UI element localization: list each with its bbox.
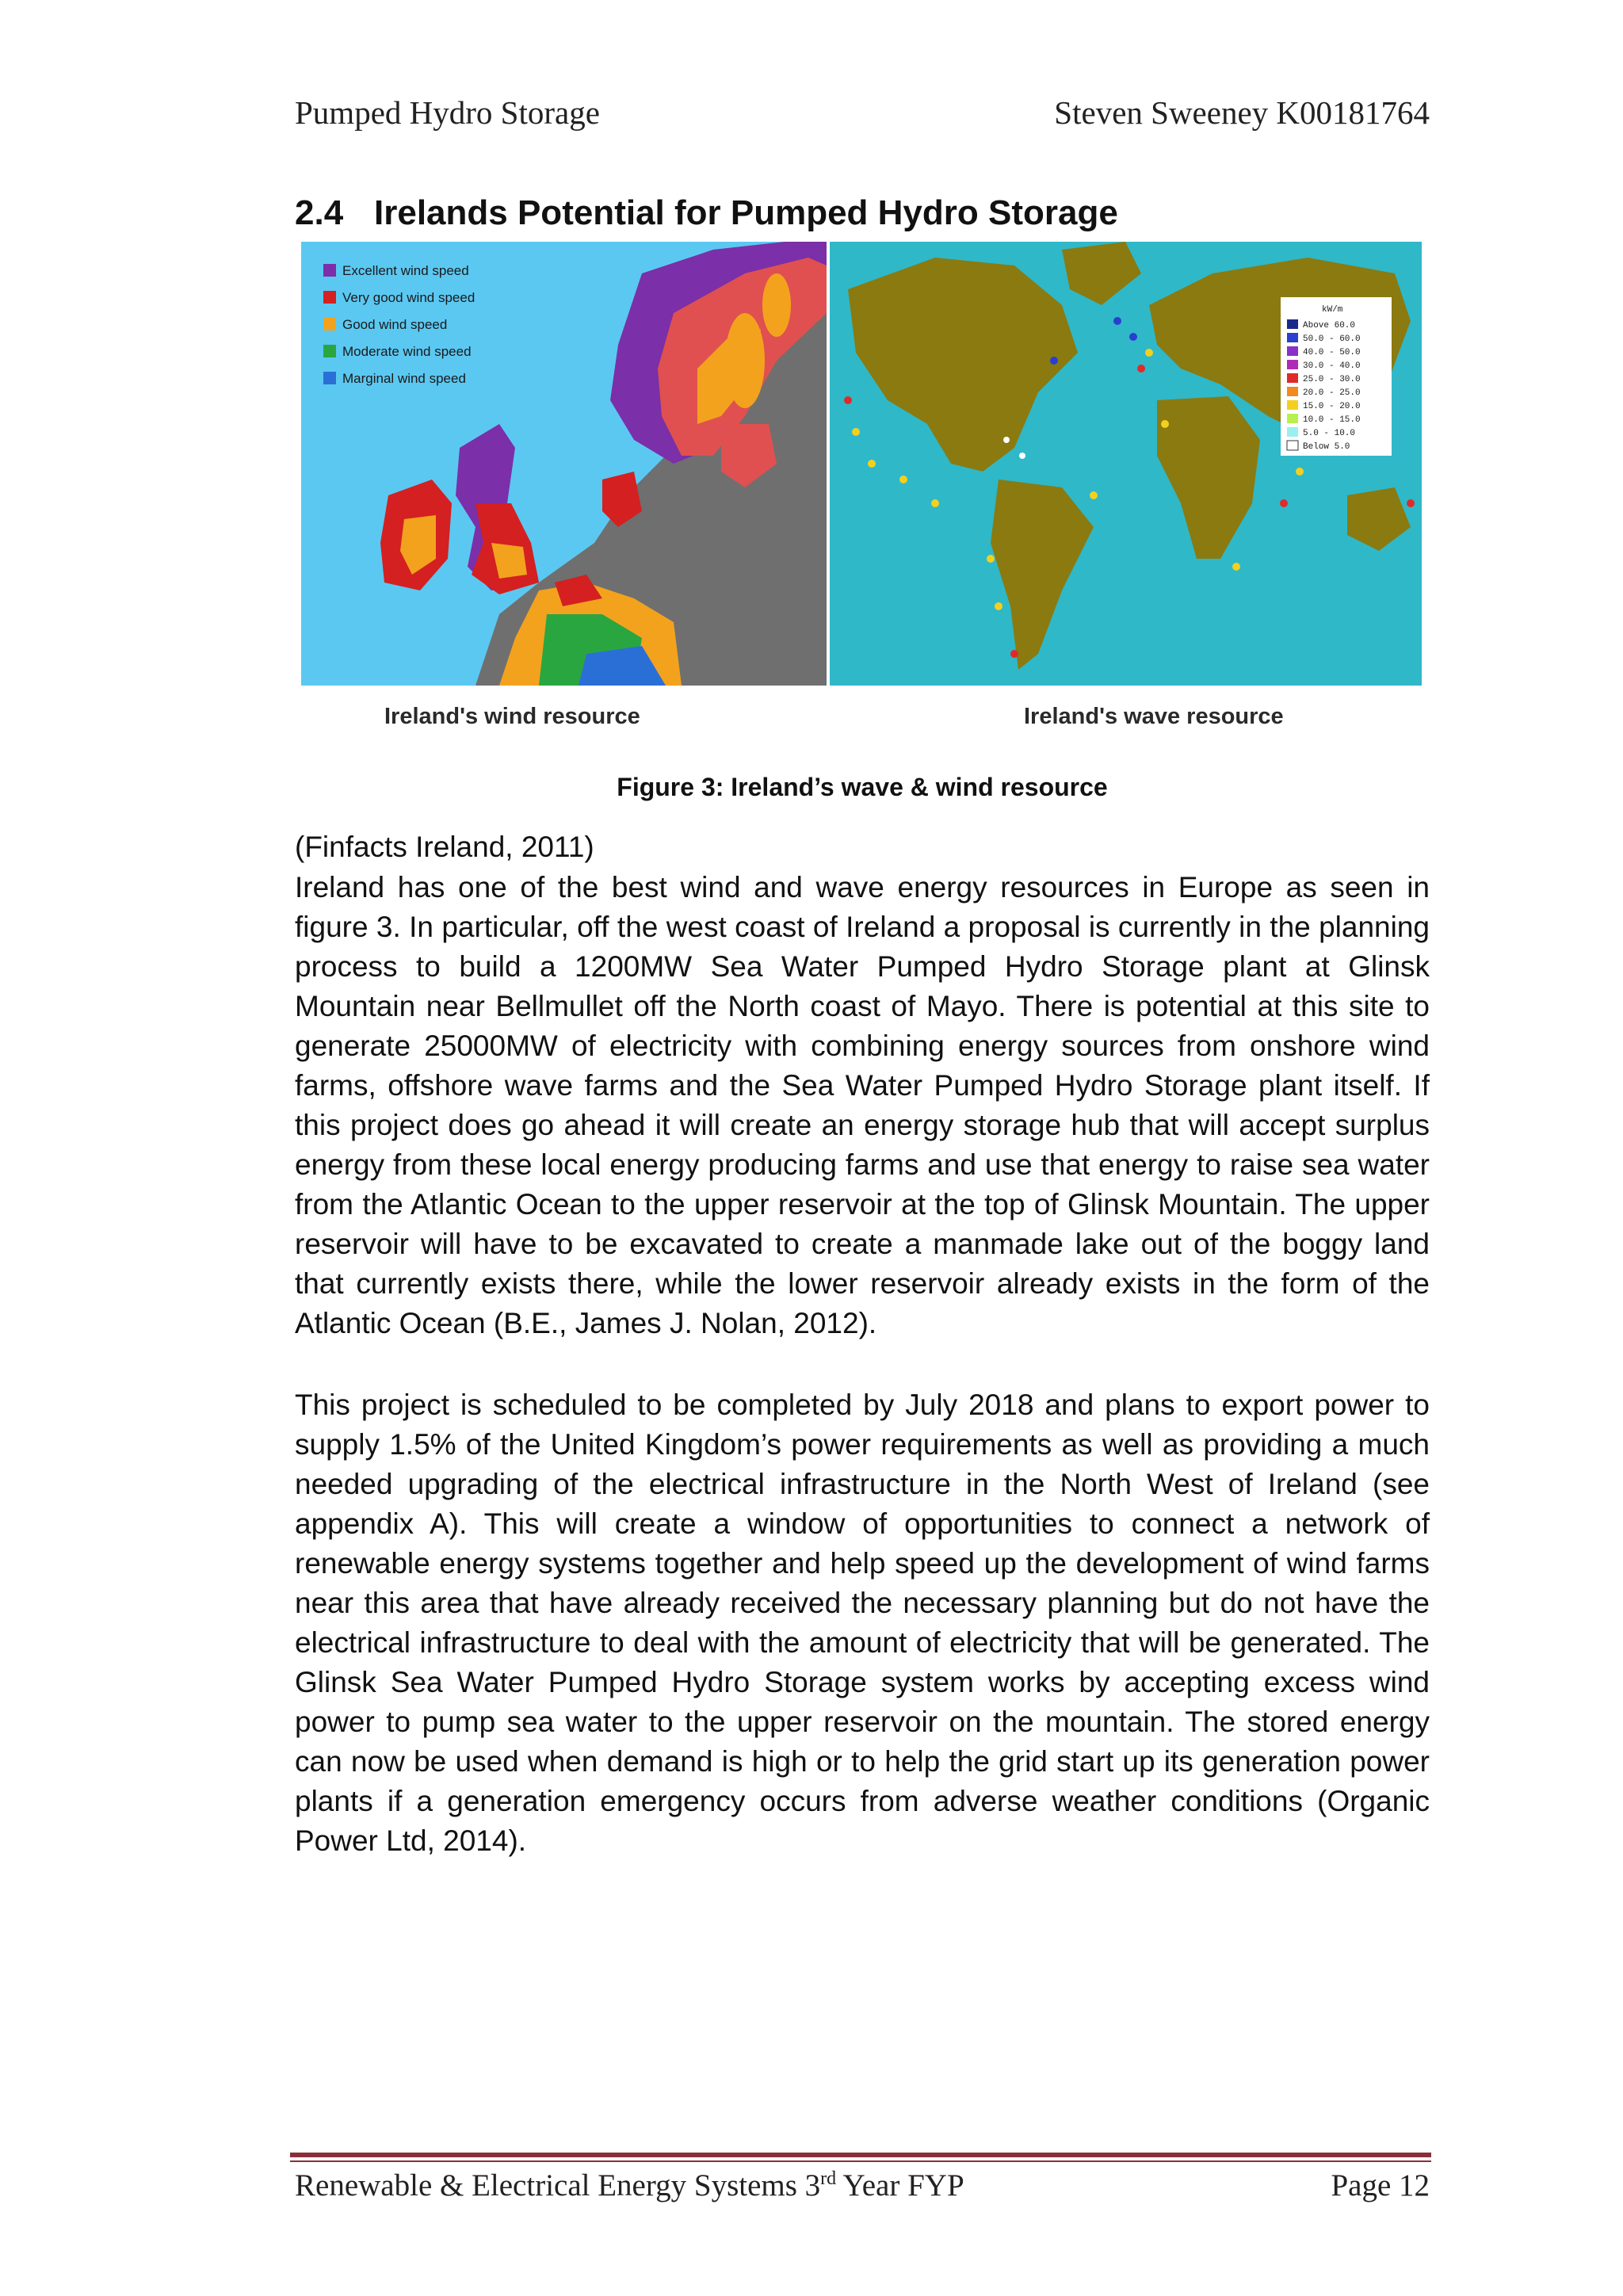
wind-legend-label: Good wind speed — [342, 317, 448, 332]
wind-resource-map — [301, 242, 827, 686]
wind-legend-label: Marginal wind speed — [342, 371, 466, 386]
citation: (Finfacts Ireland, 2011) — [295, 831, 594, 863]
wave-legend-label: 50.0 - 60.0 — [1303, 334, 1361, 344]
wave-legend-title: kW/m — [1322, 305, 1343, 315]
body-paragraph: This project is scheduled to be completed by July 2018 and plans to export power to supply 1.5% of the United Kingdom’s power requirements as well as providing a much needed upgrading of the electrical infrastructure in the North West of Ireland (see appendix A). This will create a window of opportunities to connect a network of renewable energy systems together and help speed up the development of wind farms near this area that have already received the necessary planning but do not have the electrical infrastructure to deal with the amount of electricity that will be generated. The Glinsk Sea Water Pumped Hydro Storage system works by accepting excess wind power to pump sea water to the upper reservoir on the mountain. The stored energy can now be used when demand is high or to help the grid start up its generation power plants if a generation emergency occurs from adverse weather conditions (Organic Power Ltd, 2014). — [295, 1389, 1430, 1857]
wave-legend-label: Below 5.0 — [1303, 442, 1350, 452]
wave-resource-map — [830, 242, 1422, 686]
footer-course — [295, 2168, 964, 2203]
wave-legend-label: 10.0 - 15.0 — [1303, 415, 1361, 425]
section-number: 2.4 — [295, 193, 344, 232]
wave-map-label: Ireland's wave resource — [1024, 704, 1284, 729]
wind-legend-label: Excellent wind speed — [342, 263, 469, 278]
wave-legend-label: 20.0 - 25.0 — [1303, 388, 1361, 398]
wave-legend-label: 5.0 - 10.0 — [1303, 429, 1356, 438]
footer-course-sup: rd — [820, 2168, 837, 2189]
wave-legend-label: Above 60.0 — [1303, 321, 1356, 330]
wind-legend-label: Very good wind speed — [342, 290, 475, 305]
wave-legend — [1281, 297, 1392, 456]
wind-legend-label: Moderate wind speed — [342, 344, 472, 359]
body-paragraph: Ireland has one of the best wind and wave energy resources in Europe as seen in figure 3. In particular, off the west coast of Ireland a proposal is currently in the planning process to build a 1200MW Sea Water Pumped Hydro Storage plant at Glinsk Mountain near Bellmullet off the North coast of Mayo. There is potential at this site to generate 25000MW of electricity with combining energy sources from onshore wind farms, offshore wave farms and the Sea Water Pumped Hydro Storage plant itself. If this project does go ahead it will create an energy storage hub that will accept surplus energy from these local energy producing farms and use that energy to raise sea water from the Atlantic Ocean to the upper reservoir at the top of Glinsk Mountain. The upper reservoir will have to be excavated to create a manmade lake out of the boggy land that currently exists there, while the lower reservoir already exists in the form of the Atlantic Ocean (B.E., James J. Nolan, 2012). — [295, 871, 1430, 1339]
wave-legend-label: 25.0 - 30.0 — [1303, 375, 1361, 384]
wave-legend-label: 30.0 - 40.0 — [1303, 361, 1361, 371]
section-heading — [295, 193, 1118, 233]
wave-legend-label: 40.0 - 50.0 — [1303, 348, 1361, 357]
header-title: Pumped Hydro Storage — [295, 94, 600, 131]
figure-wind-wave-maps — [301, 242, 1422, 746]
page-header — [295, 94, 1430, 141]
figure-caption: Figure 3: Ireland’s wave & wind resource — [617, 773, 1108, 801]
wind-map-label: Ireland's wind resource — [384, 704, 640, 729]
footer-rule — [290, 2153, 1431, 2157]
header-author: Steven Sweeney K00181764 — [1054, 94, 1430, 131]
section-title: Irelands Potential for Pumped Hydro Storage — [374, 193, 1118, 232]
footer-course-text-end: Year FYP — [836, 2168, 964, 2202]
page-footer — [295, 2168, 1430, 2215]
page-number: Page 12 — [1331, 2168, 1430, 2202]
wave-legend-label: 15.0 - 20.0 — [1303, 402, 1361, 411]
footer-rule — [290, 2160, 1431, 2162]
footer-course-text: Renewable & Electrical Energy Systems 3 — [295, 2168, 821, 2202]
